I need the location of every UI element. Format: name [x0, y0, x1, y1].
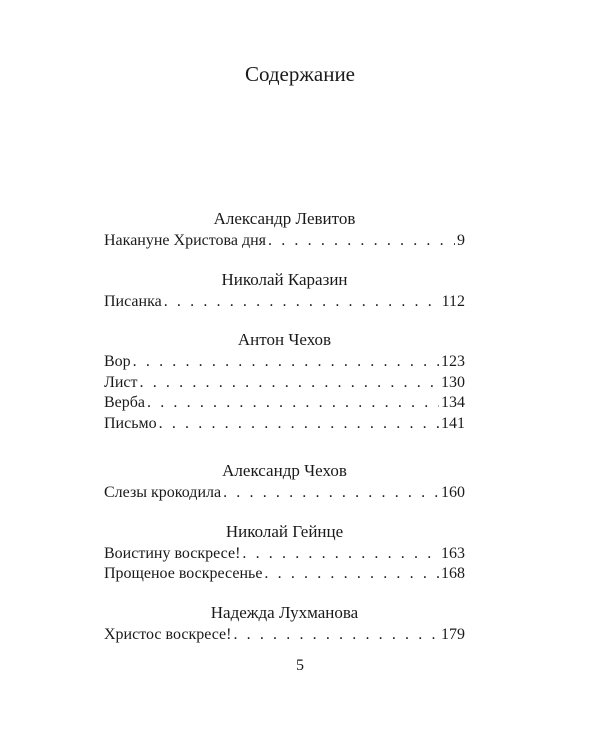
leader-dots — [242, 544, 439, 565]
entry-page: 141 — [441, 414, 465, 432]
toc-section — [104, 601, 465, 646]
toc-entry[interactable] — [104, 564, 465, 585]
leader-dots — [264, 564, 439, 585]
section-author: Надежда Лухманова — [210, 602, 359, 622]
section-author: Николай Гейнце — [225, 521, 344, 541]
leader-dots — [268, 231, 455, 252]
toc-section — [104, 459, 465, 504]
leader-dots — [133, 352, 439, 373]
entry-page: 179 — [441, 625, 465, 643]
leader-dots — [140, 373, 439, 394]
entry-page: 9 — [457, 232, 465, 249]
toc-entry[interactable] — [104, 292, 465, 313]
toc-section — [104, 520, 465, 585]
entry-title: Воистину воскресе! — [104, 544, 241, 562]
toc-entry[interactable] — [104, 483, 465, 504]
entry-title: Лист — [104, 373, 138, 391]
leader-dots — [233, 625, 439, 646]
leader-dots — [223, 483, 439, 504]
toc-section — [104, 207, 465, 252]
entry-page: 163 — [441, 544, 465, 562]
toc-section — [104, 328, 465, 434]
entry-title: Прощеное воскресенье — [104, 565, 263, 582]
table-of-contents — [104, 207, 465, 645]
page-title: Содержание — [244, 62, 356, 86]
entry-title: Накануне Христова дня — [104, 232, 267, 249]
toc-entry[interactable] — [104, 625, 465, 646]
entry-page: 134 — [441, 394, 465, 411]
leader-dots — [164, 292, 440, 313]
toc-entry[interactable] — [104, 231, 465, 252]
toc-entry[interactable] — [104, 373, 465, 394]
section-author: Антон Чехов — [237, 330, 332, 349]
toc-entry[interactable] — [104, 414, 465, 435]
leader-dots — [147, 393, 439, 414]
entry-page: 168 — [441, 565, 465, 582]
toc-section — [104, 268, 465, 313]
entry-page: 112 — [441, 292, 465, 310]
entry-title: Письмо — [104, 414, 157, 432]
toc-entry[interactable] — [104, 393, 465, 414]
entry-title: Христос воскресе! — [104, 625, 232, 643]
entry-title: Писанка — [104, 292, 162, 310]
toc-entry[interactable] — [104, 544, 465, 565]
section-author: Александр Левитов — [213, 209, 356, 228]
entry-title: Слезы крокодила — [104, 484, 222, 501]
toc-entry[interactable] — [104, 352, 465, 373]
entry-page: 160 — [441, 484, 465, 501]
entry-title: Вор — [104, 353, 131, 370]
leader-dots — [159, 414, 439, 435]
section-author: Александр Чехов — [222, 461, 347, 480]
entry-title: Верба — [104, 394, 146, 411]
page-number: 5 — [296, 657, 304, 674]
entry-page: 130 — [441, 373, 465, 391]
entry-page: 123 — [441, 353, 465, 370]
section-author: Николай Каразин — [221, 269, 348, 289]
